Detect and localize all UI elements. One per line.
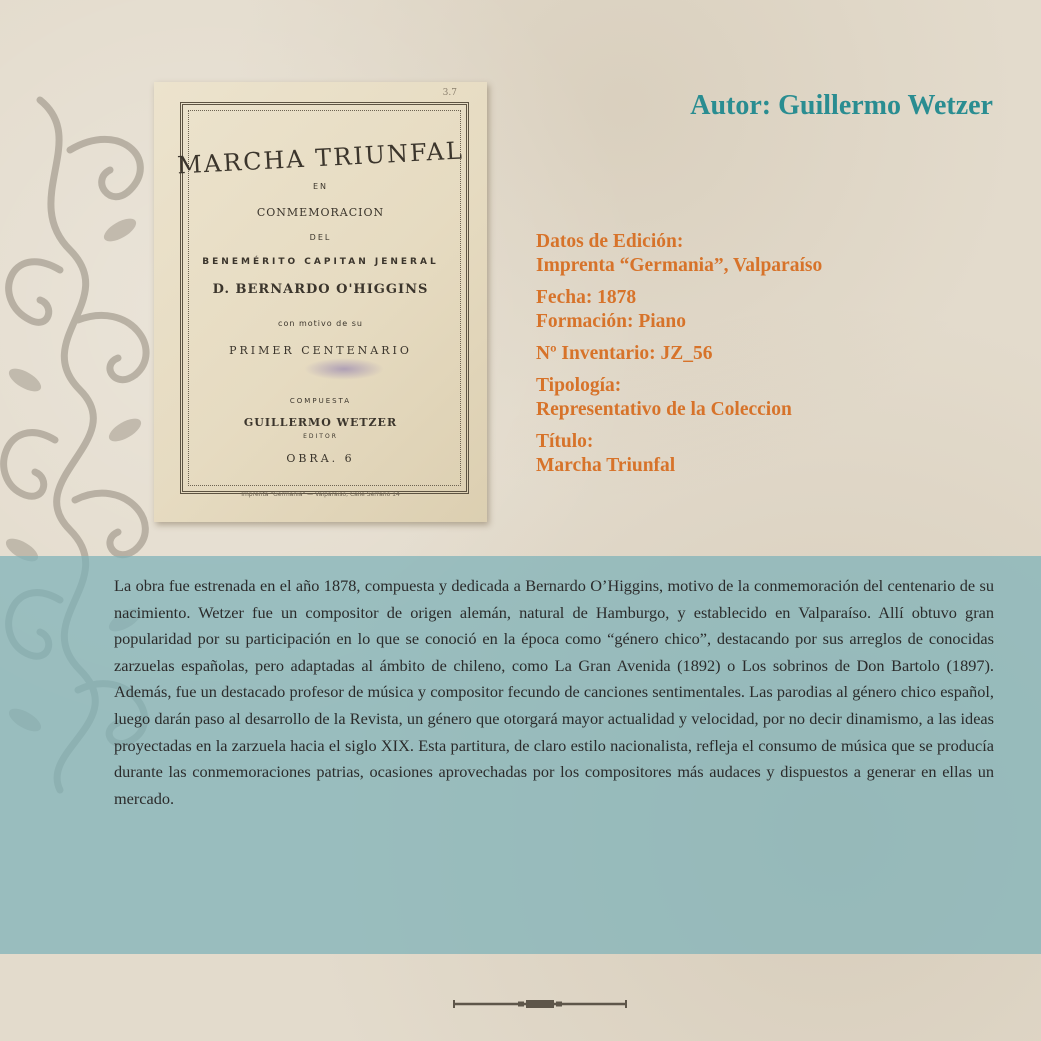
cover-corner-number: 3.7 bbox=[442, 88, 457, 98]
inventario: Nº Inventario: JZ_56 bbox=[536, 343, 713, 364]
divider-ornament bbox=[450, 996, 630, 1012]
tipologia-label: Tipología: bbox=[536, 375, 622, 396]
cover-line-del: DEL bbox=[309, 233, 332, 242]
info-fecha-formacion bbox=[536, 286, 1006, 334]
cover-line-benemerito: BENEMÉRITO CAPITAN JENERAL bbox=[202, 257, 439, 267]
edicion-value: Imprenta “Germania”, Valparaíso bbox=[536, 255, 823, 276]
description-text: La obra fue estrenada en el año 1878, compuesta y dedicada a Bernardo O’Higgins, motivo de la conmemoración del centenario de su nacimiento. Wetzer fue un compositor de origen alemán, natural de Hamburgo, y establecido en Valparaíso. Allí obtuvo gran popularidad por su participación en lo que se conoció en la época como “género chico”, destacando por sus arreglos de conocidas zarzuelas españolas, pero adaptadas al ámbito de chileno, como La Gran Avenida (1892) o Los sobrinos de Don Bartolo (1897). Además, fue un destacado profesor de música y compositor fecundo de canciones sentimentales. Las parodias al género chico español, luego darán paso al desarrollo de la Revista, un género que otorgará mayor actualidad y velocidad, por no decir dinamismo, a las ideas proyectadas en la zarzuela hacia el siglo XIX. Esta partitura, de claro estilo nacionalista, refleja el consumo de música que se producía durante las conmemoraciones patrias, ocasiones aprovechadas por los compositores más audaces y dispuestos a generar en ellas un mercado. bbox=[114, 576, 994, 808]
cover-title: MARCHA TRIUNFAL bbox=[176, 136, 465, 180]
cover-line-ohiggins: D. BERNARDO O'HIGGINS bbox=[212, 282, 429, 297]
cover-line-composer: GUILLERMO WETZER bbox=[243, 416, 398, 429]
cover-line-centenario: PRIMER CENTENARIO bbox=[229, 344, 412, 357]
info-titulo bbox=[536, 430, 1006, 478]
info-edicion bbox=[536, 230, 1006, 278]
cover-line-editor: EDITOR bbox=[303, 433, 338, 440]
cover-footer: Imprenta "Germania" — Valparaiso, Calle Serrano 14 bbox=[241, 491, 400, 498]
cover-line-conmemoracion: CONMEMORACION bbox=[256, 206, 385, 219]
cover-line-en: EN bbox=[312, 182, 329, 191]
fecha: Fecha: 1878 bbox=[536, 287, 637, 308]
tipologia-value: Representativo de la Coleccion bbox=[536, 399, 792, 420]
author-heading: Autor: Guillermo Wetzer bbox=[690, 90, 993, 121]
edicion-label: Datos de Edición: bbox=[536, 231, 684, 252]
titulo-value: Marcha Triunfal bbox=[536, 455, 676, 476]
info-inventario bbox=[536, 342, 1006, 366]
formacion: Formación: Piano bbox=[536, 311, 687, 332]
edition-info bbox=[536, 230, 1006, 486]
info-tipologia bbox=[536, 374, 1006, 422]
titulo-label: Título: bbox=[536, 431, 594, 452]
ink-stamp bbox=[304, 358, 384, 380]
cover-line-obra: OBRA. 6 bbox=[286, 452, 355, 465]
cover-line-compuesta: COMPUESTA bbox=[289, 397, 352, 405]
cover-line-motivo: con motivo de su bbox=[278, 319, 363, 328]
score-cover-image bbox=[154, 82, 487, 522]
